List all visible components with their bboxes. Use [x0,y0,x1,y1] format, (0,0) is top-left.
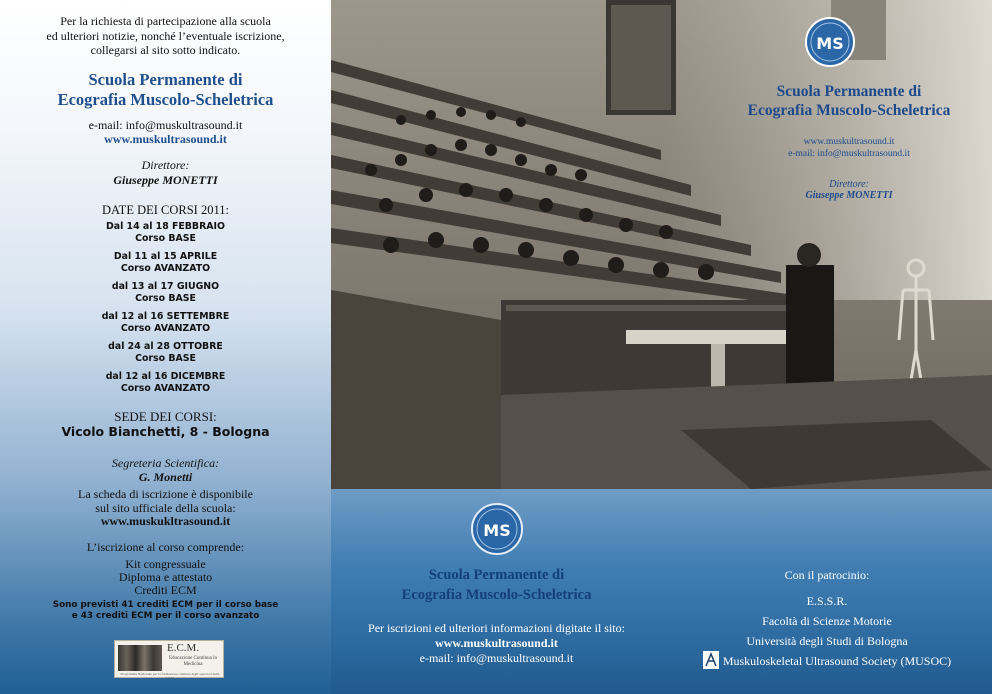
venue-address: Vicolo Bianchetti, 8 - Bologna [61,424,270,439]
ecm-logo: E.C.M. Educazione Continua in Medicina Programma Nazionale per la formazione continua degli operatori della Sanità [114,640,224,678]
historic-lecture-hall-photo [331,0,992,489]
bottom-email: e-mail: info@muskultrasound.it [419,651,574,665]
director-label: Direttore: [141,158,190,172]
patron-item: Muskuloskeletal Ultrasound Society (MUSOC) [662,651,992,671]
bottom-website-link[interactable]: www.muskultrasound.it [435,636,558,650]
patron-item: Facoltà di Scienze Motorie [762,614,892,628]
bottom-strip [331,489,992,694]
course-item: Dal 14 al 18 FEBBRAIO Corso BASE [105,221,226,244]
registration-form-info: La scheda di iscrizione è disponibile sul sito ufficiale della scuola: www.muskukltrasound.it [78,487,253,528]
photo-contact [706,136,992,160]
venue-label: SEDE DEI CORSI: [114,409,217,424]
bottom-school-title: Scuola Permanente di Ecografia Muscolo-Scheletrica [401,567,592,603]
course-item: dal 13 al 17 GIUGNO Corso BASE [111,281,220,304]
left-panel [0,0,331,694]
lecture-hall-illustration [331,0,992,489]
patron-item: Università degli Studi di Bologna [746,634,908,648]
svg-text:MS: MS [816,34,844,53]
patronage-title: Con il patrocinio: [784,568,870,582]
course-item: dal 12 al 16 DICEMBRE Corso AVANZATO [105,371,226,395]
director-block [0,158,331,188]
dates-title: DATE DEI CORSI 2011: [102,203,229,217]
registration-site-link[interactable]: www.muskukltrasound.it [100,514,231,528]
musoc-logo-icon [703,651,719,669]
course-item: dal 24 al 28 OTTOBRE Corso BASE [108,341,223,365]
school-title: Scuola Permanente di Ecografia Muscolo-Scheletrica [57,70,274,109]
includes-block: L’iscrizione al corso comprende: Kit congressuale Diploma e attestato Crediti ECM [86,540,245,597]
photo-website-link[interactable]: www.muskultrasound.it [803,137,895,147]
patron-item: E.S.S.R. [806,594,848,608]
website-link[interactable]: www.muskultrasound.it [104,132,227,146]
intro-text: Per la richiesta di partecipazione alla scuola ed ulteriori notizie, nonché l’eventuale iscrizione, collegarsi al sito sotto indicato. [46,14,285,57]
email-text: e-mail: info@muskultrasound.it [88,118,243,132]
course-item: Dal 11 al 15 APRILE Corso AVANZATO [113,251,218,274]
venue-block [0,409,331,439]
course-dates-list [0,221,331,402]
photo-director: Direttore: Giuseppe MONETTI [805,179,893,201]
svg-text:MS: MS [483,521,511,540]
photo-email: e-mail: info@muskultrasound.it [788,149,910,159]
bottom-info: Per iscrizioni ed ulteriori informazioni digitate il sito: www.muskultrasound.it e-mail: info@muskultrasound.it [331,621,662,666]
ecm-logo-image [118,645,162,671]
patronage-block [662,569,992,671]
director-name: Giuseppe MONETTI [113,173,218,187]
credits-note: Sono previsti 41 crediti ECM per il corso base e 43 crediti ECM per il corso avanzato [52,600,279,621]
ms-logo-icon [471,503,523,560]
photo-school-title: Scuola Permanente di Ecografia Muscolo-Scheletrica [747,83,951,119]
secretary-block: Segreteria Scientifica: G. Monetti [111,456,220,484]
contact-block [0,118,331,146]
course-item: dal 12 al 16 SETTEMBRE Corso AVANZATO [101,311,230,335]
